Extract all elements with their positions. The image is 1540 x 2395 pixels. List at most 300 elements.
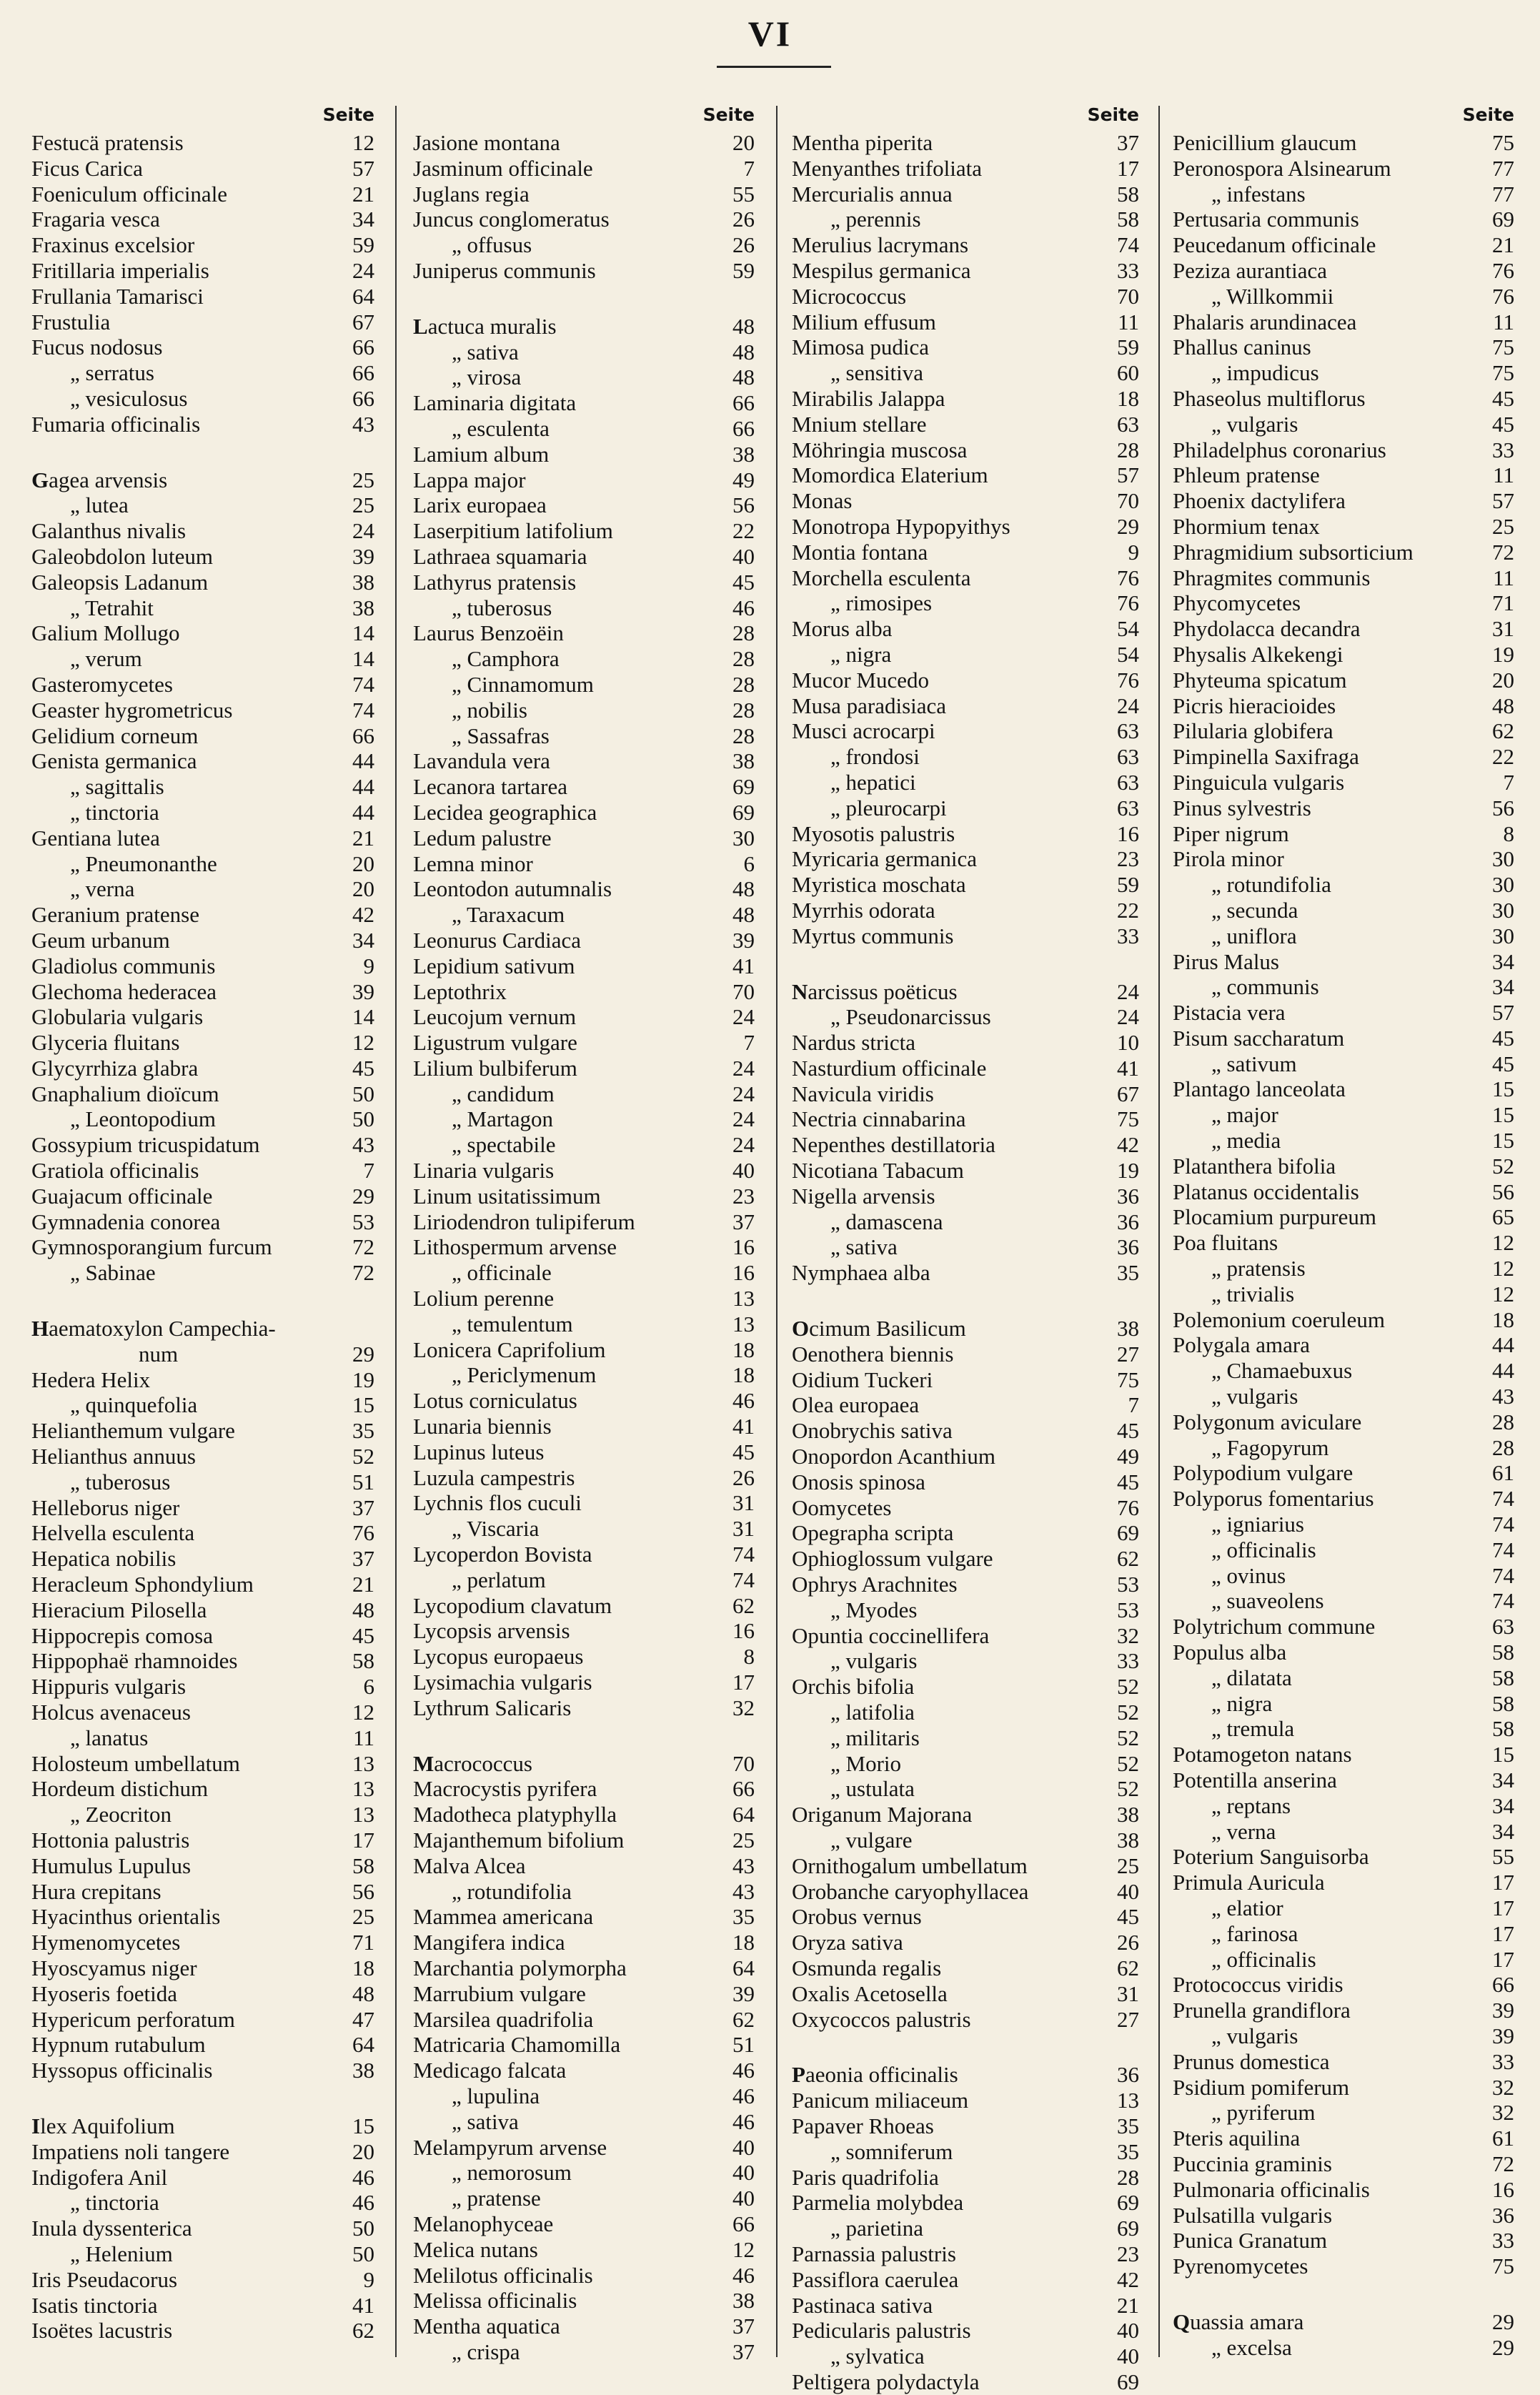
entry-page: 57 — [352, 155, 374, 181]
entry-page: 74 — [1117, 232, 1139, 258]
entry-page: 33 — [1117, 257, 1139, 283]
index-entry — [792, 462, 1143, 488]
index-entry — [31, 258, 379, 284]
entry-name: Galium Mollugo — [31, 620, 180, 646]
entry-page: 31 — [1492, 616, 1514, 642]
entry-page: 24 — [1117, 1004, 1139, 1030]
entry-page: 14 — [352, 620, 374, 646]
index-entry — [31, 1776, 379, 1802]
entry-page: 38 — [352, 569, 374, 595]
entry-name: „ nobilis — [452, 697, 527, 723]
entry-page: 11 — [353, 1725, 374, 1750]
entry-name: Mucor Mucedo — [792, 667, 929, 693]
index-entry — [413, 1260, 759, 1286]
entry-name: „ Sassafras — [452, 723, 550, 748]
entry-name: Monas — [792, 488, 853, 514]
entry-name: „ Cinnamomum — [452, 671, 594, 697]
entry-name: „ parietina — [830, 2216, 923, 2241]
entry-page: 12 — [732, 2236, 755, 2262]
entry-name: Gossypium tricuspidatum — [31, 1132, 260, 1158]
entry-page: 37 — [732, 2339, 755, 2364]
entry-page: 58 — [1492, 1716, 1514, 1742]
entry-name: Monotropa Hypopyithys — [792, 513, 1010, 539]
index-entry — [413, 2263, 759, 2289]
index-entry — [413, 1828, 759, 1853]
entry-page: 28 — [732, 697, 755, 723]
entry-page: 17 — [1117, 155, 1139, 181]
entry-page: 40 — [1117, 1878, 1139, 1904]
index-entry — [792, 1316, 1143, 1342]
index-entry — [413, 2007, 759, 2033]
entry-name: Onobrychis sativa — [792, 1418, 953, 1444]
index-entry — [792, 232, 1143, 258]
entry-page: 19 — [1117, 1158, 1139, 1184]
index-entry — [31, 2113, 379, 2139]
entry-page: 58 — [352, 1648, 374, 1674]
entry-page: 15 — [1492, 1102, 1514, 1128]
index-entry — [413, 1414, 759, 1439]
entry-name: „ hepatici — [830, 769, 916, 795]
entry-page: 7 — [1503, 769, 1514, 795]
entry-page: 18 — [732, 1930, 755, 1955]
index-entry — [413, 2032, 759, 2058]
entry-page: 13 — [1117, 2088, 1139, 2113]
entry-name: Haematoxylon Campechia- — [31, 1316, 276, 1342]
entry-name: Peronospora Alsinearum — [1173, 155, 1391, 181]
index-entry — [31, 1904, 379, 1930]
entry-page: 59 — [1117, 334, 1139, 360]
index-entry — [792, 1158, 1143, 1184]
index-entry — [792, 923, 1143, 949]
index-entry — [413, 1362, 759, 1388]
entry-page: 45 — [1492, 385, 1514, 411]
entry-page: 70 — [732, 978, 755, 1004]
entry-page: 40 — [732, 2186, 755, 2211]
index-entry — [413, 1695, 759, 1721]
entry-page: 26 — [1117, 1930, 1139, 1955]
entry-page: 18 — [732, 1362, 755, 1388]
index-entry — [413, 928, 759, 953]
entry-name: Paris quadrifolia — [792, 2164, 939, 2190]
entry-name: „ sativa — [452, 339, 519, 365]
index-entry — [792, 1879, 1143, 1905]
index-entry — [792, 1674, 1143, 1700]
index-entry — [792, 1132, 1143, 1158]
entry-name: Fritillaria imperialis — [31, 257, 209, 283]
index-entry — [413, 2083, 759, 2109]
index-entry — [1173, 795, 1519, 821]
entry-name: Pulsatilla vulgaris — [1173, 2202, 1333, 2228]
entry-name: „ Fagopyrum — [1211, 1434, 1329, 1460]
entry-name: „ quinquefolia — [70, 1392, 198, 1418]
entry-name: „ impudicus — [1211, 360, 1319, 386]
index-entry — [31, 386, 379, 412]
index-entry — [413, 723, 759, 749]
index-entry — [1173, 1640, 1519, 1665]
entry-name: „ serratus — [70, 360, 154, 386]
entry-page: 52 — [1117, 1776, 1139, 1802]
entry-name: Gladiolus communis — [31, 953, 216, 978]
entry-name: Origanum Majorana — [792, 1802, 973, 1828]
entry-page: 76 — [1492, 257, 1514, 283]
entry-name: Potamogeton natans — [1173, 1742, 1352, 1767]
entry-page: 38 — [352, 2058, 374, 2083]
entry-name: Ligustrum vulgare — [413, 1030, 577, 1056]
entry-name: „ nemorosum — [452, 2160, 572, 2186]
index-entry — [792, 821, 1143, 847]
entry-page: 20 — [352, 876, 374, 902]
entry-name: Prunus domestica — [1173, 2048, 1330, 2074]
entry-page: 15 — [352, 1392, 374, 1418]
entry-name: Prunella grandiflora — [1173, 1998, 1351, 2023]
entry-name: Panicum miliaceum — [792, 2088, 969, 2113]
entry-page: 43 — [732, 1878, 755, 1904]
entry-page: 24 — [1117, 693, 1139, 718]
index-entry — [1173, 258, 1519, 284]
index-entry — [792, 1081, 1143, 1107]
entry-name: Phydolacca decandra — [1173, 616, 1361, 642]
entry-name: Phragmidium subsorticium — [1173, 539, 1414, 565]
entry-name: „ tuberosus — [70, 1469, 171, 1494]
entry-name: Gratiola officinalis — [31, 1158, 199, 1184]
entry-name: Pinus sylvestris — [1173, 795, 1311, 820]
index-entry — [413, 2339, 759, 2365]
index-entry — [413, 902, 759, 928]
entry-name: „ elatior — [1211, 1895, 1283, 1920]
entry-page: 45 — [1117, 1418, 1139, 1444]
index-entry — [1173, 1921, 1519, 1947]
entry-name: „ verna — [1211, 1818, 1276, 1844]
index-entry — [1173, 974, 1519, 1000]
index-entry — [1173, 1972, 1519, 1998]
entry-page: 36 — [1117, 1209, 1139, 1234]
entry-name: „ tinctoria — [70, 799, 159, 825]
entry-name: Lycoperdon Bovista — [413, 1542, 592, 1567]
entry-page: 18 — [732, 1337, 755, 1362]
entry-name: Fragaria vesca — [31, 207, 160, 232]
index-entry — [1173, 1358, 1519, 1384]
entry-page: 40 — [1117, 2318, 1139, 2344]
index-entry — [31, 156, 379, 182]
index-entry — [31, 130, 379, 156]
entry-page: 45 — [352, 1622, 374, 1648]
entry-name: „ Pneumonanthe — [70, 851, 217, 876]
index-entry — [31, 334, 379, 360]
entry-page: 16 — [1492, 2176, 1514, 2202]
index-entry — [31, 723, 379, 749]
entry-name: Phyteuma spicatum — [1173, 667, 1347, 693]
entry-name: Myosotis palustris — [792, 820, 955, 846]
entry-page: 29 — [1117, 513, 1139, 539]
entry-page: 9 — [363, 953, 374, 978]
entry-name: Ficus Carica — [31, 155, 143, 181]
entry-page: 56 — [352, 1878, 374, 1904]
entry-page: 12 — [352, 1700, 374, 1725]
entry-page: 66 — [732, 390, 755, 416]
entry-page: 14 — [352, 1004, 374, 1030]
entry-name: „ vulgaris — [1211, 2023, 1298, 2048]
entry-name: Musa paradisiaca — [792, 693, 947, 718]
index-entry — [792, 1904, 1143, 1930]
entry-page: 12 — [1492, 1281, 1514, 1306]
entry-name: Fraxinus excelsior — [31, 232, 195, 258]
entry-name: Lilium bulbiferum — [413, 1055, 577, 1081]
entry-page: 71 — [1492, 590, 1514, 616]
entry-page: 10 — [1117, 1030, 1139, 1056]
entry-page: 58 — [1492, 1665, 1514, 1690]
entry-name: „ sylvatica — [830, 2344, 925, 2369]
entry-page: 52 — [352, 1444, 374, 1469]
entry-page: 34 — [352, 207, 374, 232]
index-entry — [413, 1981, 759, 2007]
entry-page: 40 — [1117, 2344, 1139, 2369]
entry-page: 23 — [1117, 846, 1139, 872]
entry-page: 9 — [363, 2266, 374, 2292]
entry-name: Majanthemum bifolium — [413, 1828, 625, 1853]
entry-name: Opuntia coccinellifera — [792, 1622, 990, 1648]
index-entry — [1173, 1742, 1519, 1767]
entry-name: Lemna minor — [413, 851, 533, 876]
index-entry — [792, 693, 1143, 719]
entry-page: 46 — [732, 2262, 755, 2288]
index-entry — [413, 646, 759, 672]
entry-name: „ ustulata — [830, 1776, 915, 1802]
entry-page: 48 — [732, 876, 755, 902]
index-entry — [31, 182, 379, 207]
entry-name: Nigella arvensis — [792, 1183, 935, 1209]
index-entry — [1173, 718, 1519, 744]
entry-page: 8 — [743, 1644, 755, 1670]
entry-name: Phaseolus multiflorus — [1173, 385, 1366, 411]
index-entry — [413, 1004, 759, 1030]
entry-name: Frullania Tamarisci — [31, 283, 204, 309]
entry-name: Peucedanum officinale — [1173, 232, 1376, 258]
index-entry — [1173, 1870, 1519, 1895]
entry-page: 45 — [1492, 1051, 1514, 1076]
entry-page: 25 — [352, 492, 374, 518]
index-entry — [413, 1542, 759, 1567]
index-entry — [1173, 898, 1519, 923]
entry-name: Glechoma hederacea — [31, 978, 217, 1004]
entry-page: 74 — [1492, 1486, 1514, 1512]
entry-name: num — [139, 1341, 179, 1367]
entry-name: „ Morio — [830, 1750, 902, 1776]
entry-name: Lotus corniculatus — [413, 1388, 577, 1414]
entry-page: 48 — [1492, 693, 1514, 718]
index-entry — [31, 1184, 379, 1209]
entry-name: Glycyrrhiza glabra — [31, 1055, 199, 1081]
index-entry — [413, 1465, 759, 1491]
entry-name: Medicago falcata — [413, 2058, 567, 2083]
entry-name: „ Pseudonarcissus — [830, 1004, 991, 1030]
entry-page: 42 — [352, 902, 374, 928]
index-entry — [792, 1209, 1143, 1235]
index-entry — [31, 1495, 379, 1521]
entry-page: 75 — [1492, 334, 1514, 360]
entry-name: Lythrum Salicaris — [413, 1695, 572, 1720]
entry-name: Hordeum distichum — [31, 1776, 209, 1802]
entry-page: 76 — [352, 1520, 374, 1546]
index-entry — [1173, 1154, 1519, 1179]
index-entry — [413, 2058, 759, 2083]
index-entry — [792, 590, 1143, 616]
entry-name: Mirabilis Jalappa — [792, 385, 945, 411]
index-entry — [1173, 949, 1519, 975]
entry-name: „ temulentum — [452, 1311, 573, 1337]
entry-name: Malva Alcea — [413, 1853, 526, 1878]
entry-name: „ lupulina — [452, 2083, 540, 2108]
entry-page: 25 — [732, 1828, 755, 1853]
entry-name: Morchella esculenta — [792, 565, 971, 590]
entry-page: 39 — [1492, 2023, 1514, 2048]
entry-name: Iris Pseudacorus — [31, 2266, 178, 2292]
entry-name: „ pratensis — [1211, 1256, 1306, 1281]
entry-name: Larix europaea — [413, 492, 547, 518]
index-entry — [1173, 182, 1519, 207]
entry-page: 75 — [1492, 130, 1514, 155]
index-entry — [31, 851, 379, 877]
entry-name: Ophrys Arachnites — [792, 1572, 958, 1597]
entry-page: 37 — [352, 1546, 374, 1572]
entry-page: 41 — [732, 1414, 755, 1439]
index-entry — [413, 1593, 759, 1619]
entry-page: 35 — [1117, 2138, 1139, 2164]
entry-page: 58 — [352, 1853, 374, 1878]
index-entry — [792, 437, 1143, 463]
entry-name: Oryza sativa — [792, 1930, 903, 1955]
index-entry — [413, 1618, 759, 1644]
entry-name: „ suaveolens — [1211, 1588, 1324, 1614]
entry-page: 29 — [1492, 2309, 1514, 2334]
index-entry — [792, 386, 1143, 412]
entry-name: Helleborus niger — [31, 1494, 180, 1520]
entry-page: 48 — [732, 365, 755, 390]
entry-name: Momordica Elaterium — [792, 462, 988, 488]
index-entry — [413, 774, 759, 800]
entry-name: „ vulgare — [830, 1828, 913, 1853]
entry-page: 31 — [732, 1516, 755, 1542]
index-entry — [1173, 1128, 1519, 1154]
entry-name: Myrtus communis — [792, 923, 954, 948]
entry-page: 59 — [1117, 872, 1139, 898]
entry-page: 41 — [352, 2292, 374, 2318]
entry-name: Nepenthes destillatoria — [792, 1132, 995, 1158]
entry-page: 11 — [1493, 309, 1514, 334]
entry-page: 53 — [1117, 1597, 1139, 1622]
entry-name: Oomycetes — [792, 1494, 892, 1520]
entry-name: Melica nutans — [413, 2236, 538, 2262]
entry-page: 44 — [352, 748, 374, 774]
entry-page: 16 — [1117, 820, 1139, 846]
entry-name: „ somniferum — [830, 2138, 953, 2164]
entry-page: 44 — [352, 774, 374, 800]
entry-page: 21 — [352, 1572, 374, 1597]
entry-name: Nymphaea alba — [792, 1260, 930, 1286]
entry-page: 29 — [352, 1341, 374, 1367]
entry-name: „ communis — [1211, 974, 1319, 1000]
entry-name: „ tremula — [1211, 1716, 1295, 1742]
entry-page: 33 — [1117, 923, 1139, 948]
entry-page: 12 — [1492, 1230, 1514, 1256]
index-entry — [413, 314, 759, 339]
index-entry — [31, 284, 379, 309]
entry-name: Humulus Lupulus — [31, 1853, 192, 1878]
entry-name: Hottonia palustris — [31, 1828, 190, 1853]
index-entry — [31, 1392, 379, 1418]
index-entry — [31, 1597, 379, 1623]
entry-page: 52 — [1492, 1153, 1514, 1179]
index-entry — [792, 2190, 1143, 2216]
entry-page: 24 — [1117, 978, 1139, 1004]
entry-name: Phalaris arundinacea — [1173, 309, 1357, 334]
index-entry — [1173, 1819, 1519, 1845]
entry-page: 35 — [352, 1418, 374, 1444]
index-entry — [792, 130, 1143, 156]
entry-name: Möhringia muscosa — [792, 437, 968, 462]
entry-name: Philadelphus coronarius — [1173, 437, 1386, 462]
index-entry — [413, 620, 759, 646]
index-entry — [31, 1260, 379, 1286]
entry-name: „ Camphora — [452, 646, 560, 672]
entry-page: 11 — [1493, 565, 1514, 590]
entry-page: 13 — [352, 1802, 374, 1828]
entry-page: 74 — [1492, 1562, 1514, 1588]
index-entry — [413, 1644, 759, 1670]
index-entry — [792, 1802, 1143, 1828]
entry-name: Nasturdium officinale — [792, 1055, 987, 1081]
entry-page: 56 — [732, 492, 755, 518]
column-separator — [776, 106, 778, 2357]
entry-page: 19 — [352, 1367, 374, 1392]
entry-name: Pilularia globifera — [1173, 718, 1333, 744]
entry-name: „ Myodes — [830, 1597, 918, 1622]
column-separator — [395, 106, 397, 2357]
index-entry — [1173, 668, 1519, 693]
entry-name: Heracleum Sphondylium — [31, 1572, 254, 1597]
entry-page: 28 — [1117, 2164, 1139, 2190]
index-entry — [413, 2237, 759, 2263]
index-entry — [792, 540, 1143, 565]
entry-page: 51 — [352, 1469, 374, 1494]
entry-name: Narcissus poëticus — [792, 978, 958, 1004]
entry-name: Platanus occidentalis — [1173, 1179, 1359, 1204]
entry-page: 39 — [732, 927, 755, 953]
index-entry — [792, 1184, 1143, 1209]
index-entry — [792, 1597, 1143, 1623]
entry-name: „ rotundifolia — [1211, 872, 1331, 898]
entry-name: „ Tetrahit — [70, 595, 154, 620]
entry-name: „ nigra — [830, 641, 892, 667]
index-entry — [31, 1158, 379, 1184]
index-entry — [31, 309, 379, 335]
entry-name: Opegrapha scripta — [792, 1520, 954, 1546]
index-entry — [413, 800, 759, 825]
entry-name: Geaster hygrometricus — [31, 697, 233, 723]
entry-name: Oxalis Acetosella — [792, 1980, 948, 2006]
entry-name: „ Chamaebuxus — [1211, 1358, 1353, 1384]
index-entry — [1173, 1716, 1519, 1742]
entry-page: 76 — [1492, 283, 1514, 309]
index-entry — [31, 774, 379, 800]
entry-name: Isatis tinctoria — [31, 2292, 158, 2318]
index-entry — [413, 1776, 759, 1802]
index-entry — [792, 744, 1143, 770]
entry-page: 30 — [1492, 872, 1514, 898]
entry-page: 57 — [1117, 462, 1139, 488]
entry-page: 38 — [732, 441, 755, 467]
entry-name: Jasminum officinale — [413, 155, 593, 181]
entry-name: Ophioglossum vulgare — [792, 1546, 993, 1572]
